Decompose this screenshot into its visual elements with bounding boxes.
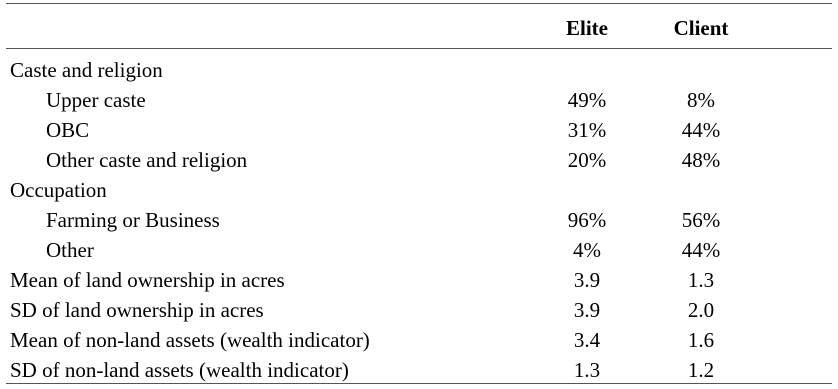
table-row: [6, 235, 832, 265]
table-body: [6, 55, 832, 385]
table-row: [6, 205, 832, 235]
client-value: 56%: [681, 208, 721, 232]
table-row: [6, 145, 832, 175]
table-row: [6, 295, 832, 325]
client-value: 8%: [687, 88, 715, 112]
column-header-elite: Elite: [566, 16, 608, 40]
table-row: [6, 325, 832, 355]
elite-value: 49%: [567, 88, 607, 112]
table-row: [6, 85, 832, 115]
row-label: Mean of land ownership in acres: [10, 268, 285, 292]
client-value: 44%: [681, 238, 721, 262]
row-label: SD of land ownership in acres: [10, 298, 264, 322]
table-row: [6, 115, 832, 145]
client-value: 1.2: [687, 358, 715, 382]
elite-value: 96%: [567, 208, 607, 232]
row-label: Other caste and religion: [46, 148, 248, 172]
table-row: [6, 55, 832, 85]
row-label: SD of non-land assets (wealth indicator): [10, 358, 349, 382]
elite-value: 31%: [567, 118, 607, 142]
table-row: [6, 265, 832, 295]
client-value: 48%: [681, 148, 721, 172]
client-value: 2.0: [687, 298, 715, 322]
elite-value: 3.9: [573, 268, 601, 292]
row-label: Mean of non-land assets (wealth indicator): [10, 328, 370, 352]
row-label: OBC: [46, 118, 90, 142]
table-row: [6, 355, 832, 385]
table-row: [6, 175, 832, 205]
row-label: Farming or Business: [46, 208, 220, 232]
elite-value: 4%: [573, 238, 601, 262]
client-value: 1.6: [687, 328, 715, 352]
row-label: Caste and religion: [10, 58, 163, 82]
row-label: Other: [46, 238, 94, 262]
row-label: Occupation: [10, 178, 107, 202]
client-value: 1.3: [687, 268, 715, 292]
elite-value: 3.4: [573, 328, 601, 352]
elite-value: 1.3: [573, 358, 601, 382]
table-header: [6, 3, 832, 48]
column-header-client: Client: [673, 16, 729, 40]
table-bottom-rule: [6, 383, 832, 384]
row-label: Upper caste: [46, 88, 146, 112]
client-value: 44%: [681, 118, 721, 142]
table-header-rule: [6, 48, 832, 49]
elite-value: 20%: [567, 148, 607, 172]
elite-value: 3.9: [573, 298, 601, 322]
